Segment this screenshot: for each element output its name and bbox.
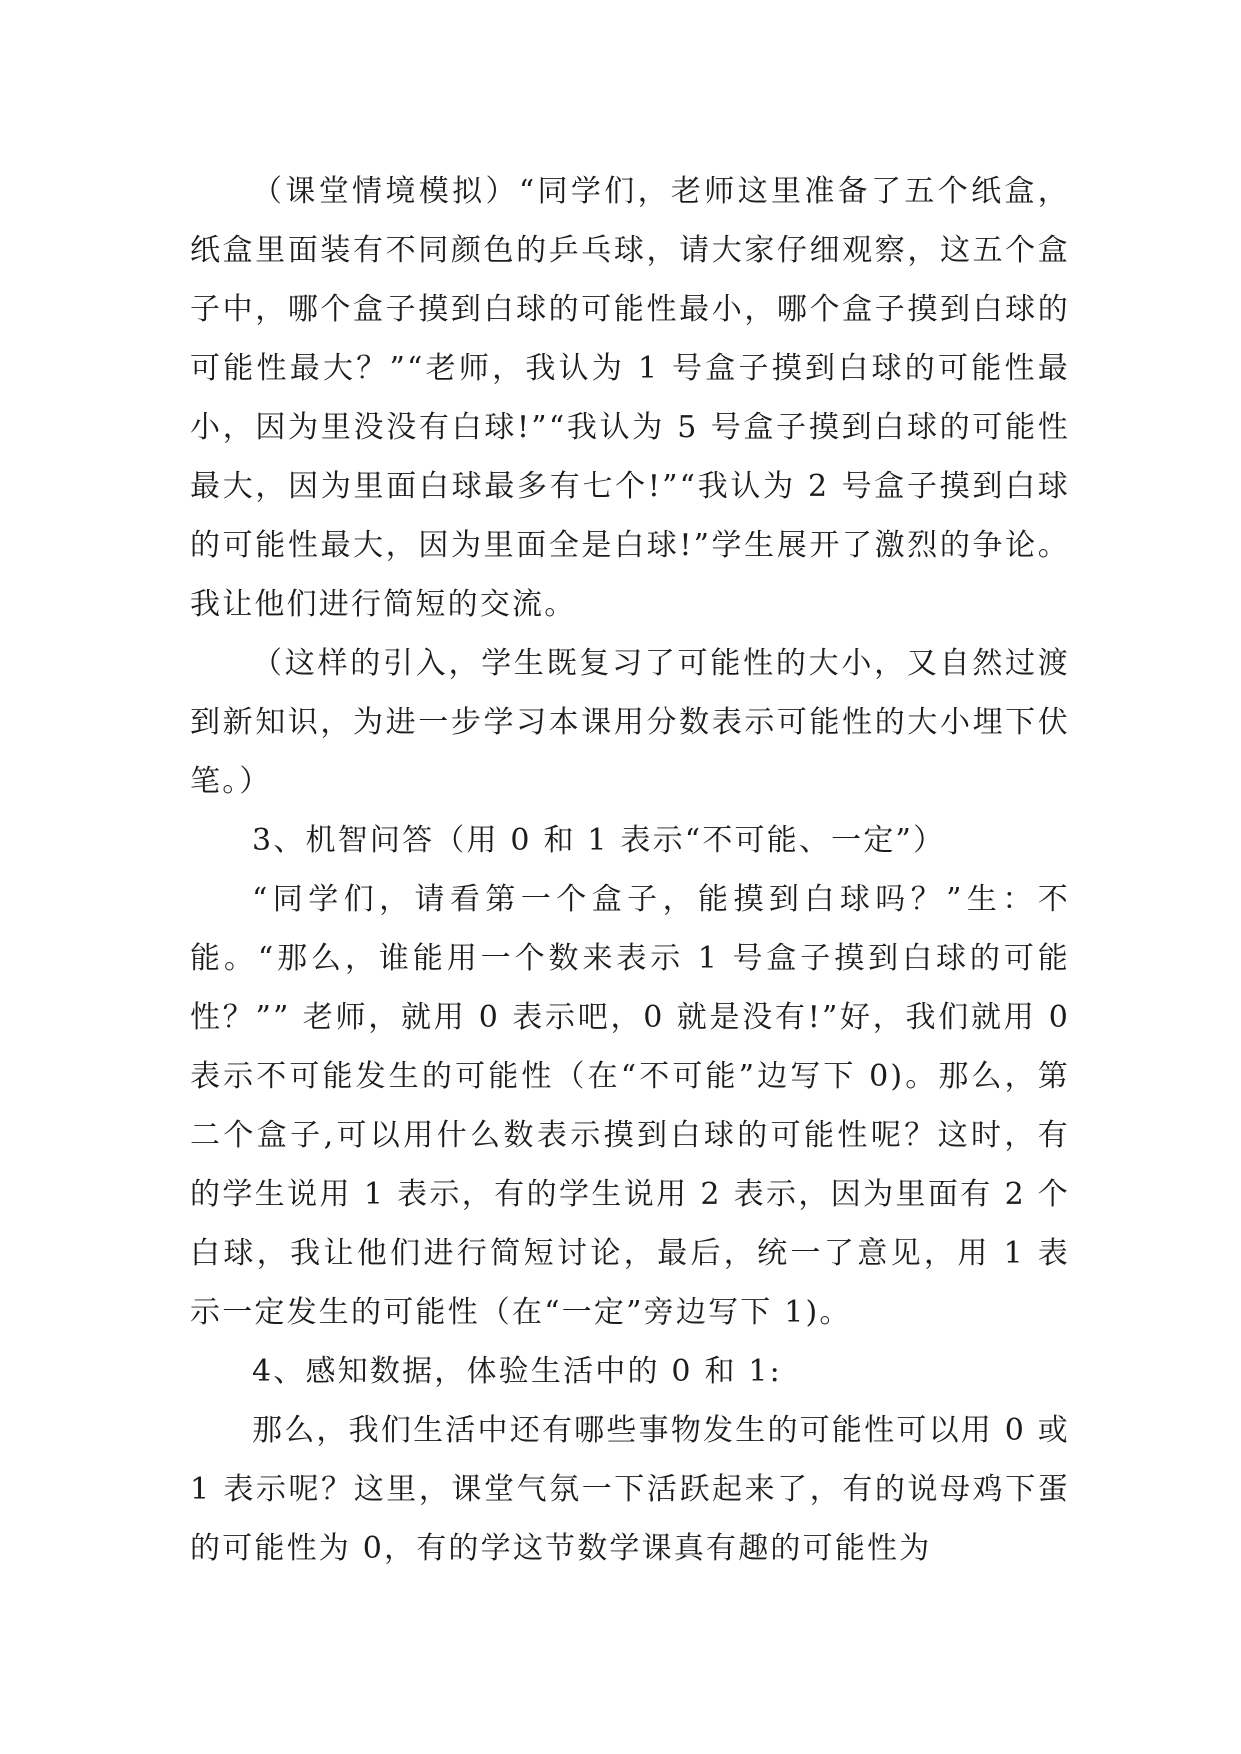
paragraph-qa-dialogue: “同学们，请看第一个盒子，能摸到白球吗？”生：不能。“那么，谁能用一个数来表示 1 号盒子摸到白球的可能性？”” 老师，就用 0 表示吧，0 就是没有!”好，我们就用 0 表示不可能发生的可能性（在“不可能”边写下 0)。那么，第二个盒子,可以用什么数表示摸到白球的可能性呢？这时，有的学生说用 1 表示，有的学生说用 2 表示，因为里面有 2 个白球，我让他们进行简短讨论，最后，统一了意见，用 1 表示一定发生的可能性（在“一定”旁边写下 1)。 [190, 882, 1070, 1330]
heading-perceive-data: 4、感知数据，体验生活中的 0 和 1: [252, 1354, 782, 1389]
paragraph-introduction-note: （这样的引入，学生既复习了可能性的大小，又自然过渡到新知识，为进一步学习本课用分数表示可能性的大小埋下伏笔。） [190, 646, 1070, 799]
heading-quick-qa: 3、机智问答（用 0 和 1 表示“不可能、一定”） [252, 823, 946, 858]
document-body [190, 162, 1070, 1578]
paragraph-classroom-scenario: （课堂情境模拟）“同学们，老师这里准备了五个纸盒，纸盒里面装有不同颜色的乒乓球，请大家仔细观察，这五个盒子中，哪个盒子摸到白球的可能性最小，哪个盒子摸到白球的可能性最大？”“老师，我认为 1 号盒子摸到白球的可能性最小，因为里没没有白球!”“我认为 5 号盒子摸到白球的可能性最大，因为里面白球最多有七个!”“我认为 2 号盒子摸到白球的可能性最大，因为里面全是白球!”学生展开了激烈的争论。我让他们进行简短的交流。 [190, 174, 1070, 622]
paragraph-life-examples: 那么，我们生活中还有哪些事物发生的可能性可以用 0 或 1 表示呢？这里，课堂气氛一下活跃起来了，有的说母鸡下蛋的可能性为 0，有的学这节数学课真有趣的可能性为 [190, 1413, 1070, 1566]
